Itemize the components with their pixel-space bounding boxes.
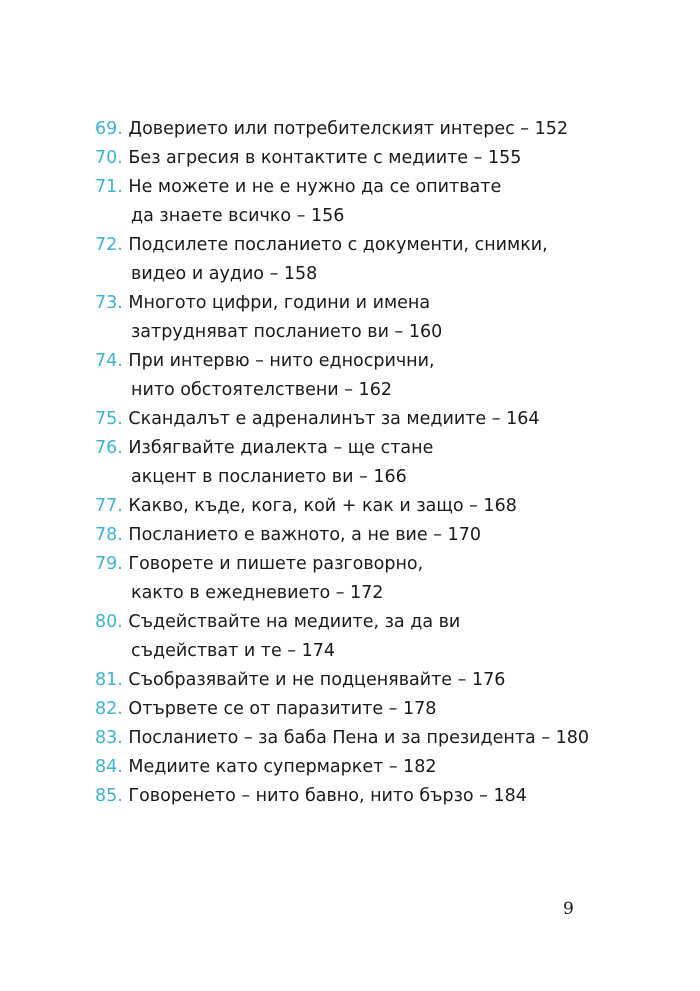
toc-entry-number: 80. [95,612,123,632]
toc-entry [95,724,595,753]
toc-entry-number: 73. [95,293,123,313]
toc-entry [95,405,595,434]
toc-entry-number: 69. [95,119,123,139]
toc-entry-title: Медиите като супермаркет – 182 [128,757,437,777]
toc-entry-continuation-line [95,260,595,289]
toc-entry [95,173,595,231]
toc-entry-first-line [95,231,595,260]
toc-entry-number: 74. [95,351,123,371]
toc-entry-number: 84. [95,757,123,777]
toc-entry-number: 70. [95,148,123,168]
toc-entry [95,231,595,289]
toc-entry-title: да знаете всичко – 156 [131,206,345,226]
toc-entry-continuation-line [95,637,595,666]
toc-entry-title: нито обстоятелствени – 162 [131,380,392,400]
toc-entry-title: както в ежедневието – 172 [131,583,384,603]
toc-entry-title: Съдействайте на медиите, за да ви [128,612,461,632]
toc-entry [95,782,595,811]
toc-entry [95,666,595,695]
toc-entry [95,289,595,347]
toc-entry-title: Говорете и пишете разговорно, [128,554,424,574]
toc-entry-number: 82. [95,699,123,719]
toc-entry-title: Не можете и не е нужно да се опитвате [128,177,502,197]
table-of-contents [95,115,595,811]
toc-entry-first-line [95,550,595,579]
toc-entry-first-line [95,753,595,782]
toc-entry-continuation-line [95,579,595,608]
toc-entry [95,608,595,666]
toc-entry-first-line [95,434,595,463]
toc-entry-title: съдействат и те – 174 [131,641,336,661]
toc-entry-title: При интервю – нито едносрични, [128,351,435,371]
toc-entry-title: Посланието е важното, а не вие – 170 [128,525,481,545]
toc-entry-first-line [95,608,595,637]
toc-entry [95,550,595,608]
toc-entry-number: 85. [95,786,123,806]
toc-entry-number: 81. [95,670,123,690]
toc-entry-title: Многото цифри, години и имена [128,293,431,313]
toc-entry-title: акцент в посланието ви – 166 [131,467,407,487]
toc-entry-number: 83. [95,728,123,748]
toc-entry-continuation-line [95,318,595,347]
toc-entry-number: 77. [95,496,123,516]
toc-entry-first-line [95,289,595,318]
toc-entry-continuation-line [95,463,595,492]
toc-entry-number: 76. [95,438,123,458]
toc-entry-first-line [95,115,595,144]
toc-entry-title: Говоренето – нито бавно, нито бързо – 184 [128,786,527,806]
toc-entry-title: Скандалът е адреналинът за медиите – 164 [128,409,540,429]
toc-entry-number: 72. [95,235,123,255]
toc-entry-first-line [95,724,595,753]
toc-entry-title: Доверието или потребителският интерес – 152 [128,119,569,139]
toc-entry [95,434,595,492]
toc-entry-continuation-line [95,202,595,231]
toc-entry [95,521,595,550]
toc-entry-title: видео и аудио – 158 [131,264,318,284]
toc-entry-number: 71. [95,177,123,197]
toc-entry [95,753,595,782]
toc-entry-first-line [95,521,595,550]
toc-entry-first-line [95,695,595,724]
toc-entry [95,695,595,724]
toc-entry-first-line [95,144,595,173]
toc-entry [95,115,595,144]
toc-entry [95,347,595,405]
toc-entry-title: Подсилете посланието с документи, снимки, [128,235,548,255]
page-number: 9 [563,899,574,919]
toc-entry-title: Без агресия в контактите с медиите – 155 [128,148,522,168]
toc-entry-title: Посланието – за баба Пена и за президента – 180 [128,728,590,748]
toc-entry-title: Какво, къде, кога, кой + как и защо – 168 [128,496,517,516]
toc-entry-first-line [95,347,595,376]
toc-entry-title: затрудняват посланието ви – 160 [131,322,443,342]
toc-entry-first-line [95,666,595,695]
toc-entry-title: Отървете се от паразитите – 178 [128,699,437,719]
toc-entry-title: Избягвайте диалекта – ще стане [128,438,434,458]
toc-entry-title: Съобразявайте и не подценявайте – 176 [128,670,506,690]
toc-entry-number: 75. [95,409,123,429]
toc-entry-first-line [95,173,595,202]
toc-entry-first-line [95,492,595,521]
toc-entry [95,144,595,173]
toc-entry [95,492,595,521]
toc-entry-continuation-line [95,376,595,405]
toc-entry-number: 78. [95,525,123,545]
toc-entry-first-line [95,782,595,811]
toc-entry-first-line [95,405,595,434]
toc-entry-number: 79. [95,554,123,574]
